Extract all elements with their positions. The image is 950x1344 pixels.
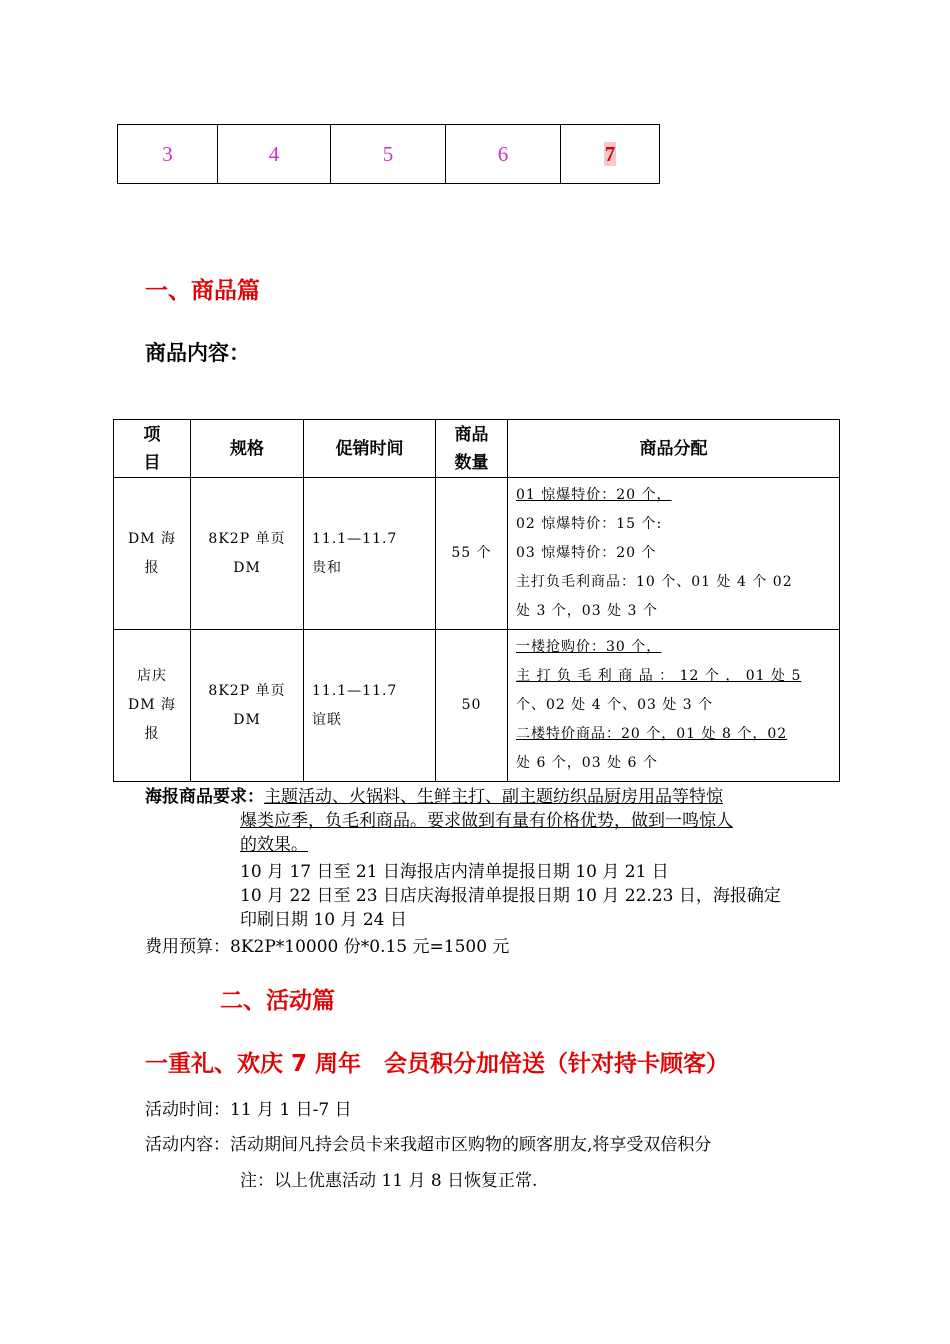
poster-date-line: 印刷日期 10 月 24 日	[240, 910, 407, 930]
alloc-line: 主 打 负 毛 利 商 品 ： 12 个 ， 01 处 5	[516, 668, 802, 684]
poster-req-text: 的效果。	[240, 835, 308, 855]
activity-note: 注：以上优惠活动 11 月 8 日恢复正常.	[240, 1171, 538, 1191]
number-cell: 3	[118, 125, 218, 184]
alloc-line: 01 惊爆特价：20 个，	[516, 487, 672, 503]
poster-req-text: 爆类应季，负毛利商品。要求做到有量有价格优势，做到一鸣惊人	[240, 811, 733, 831]
alloc-line: 一楼抢购价：30 个，	[516, 639, 662, 655]
alloc-line: 处 3 个，03 处 3 个	[516, 603, 658, 619]
header-spec: 规格	[191, 420, 304, 478]
alloc-line: 主打负毛利商品：10 个、01 处 4 个 02	[516, 574, 793, 590]
table-row	[114, 478, 840, 630]
header-time: 促销时间	[304, 420, 436, 478]
cell-item: DM 海 报	[114, 478, 191, 630]
activity-content: 活动内容：活动期间凡持会员卡来我超市区购物的顾客朋友,将享受双倍积分	[145, 1135, 712, 1155]
budget-line: 费用预算：8K2P*10000 份*0.15 元=1500 元	[145, 937, 510, 957]
cell-time: 11.1—11.7 贵和	[304, 478, 436, 630]
alloc-line: 03 惊爆特价：20 个	[516, 545, 657, 561]
number-cell-highlight: 7	[561, 125, 660, 184]
cell-qty: 50	[436, 630, 508, 782]
alloc-line: 处 6 个，03 处 6 个	[516, 755, 658, 771]
number-strip-table	[117, 124, 660, 184]
number-cell: 6	[446, 125, 561, 184]
cell-alloc	[508, 630, 840, 782]
number-cell: 4	[218, 125, 331, 184]
poster-date-line: 10 月 17 日至 21 日海报店内清单提报日期 10 月 21 日	[240, 862, 669, 882]
header-qty: 商品 数量	[436, 420, 508, 478]
table-row	[114, 630, 840, 782]
poster-req-line	[145, 785, 723, 809]
cell-item: 店庆 DM 海 报	[114, 630, 191, 782]
alloc-line: 个、02 处 4 个、03 处 3 个	[516, 697, 714, 713]
activity-time: 活动时间：11 月 1 日-7 日	[145, 1100, 352, 1120]
alloc-line: 二楼特价商品：20 个，01 处 8 个，02	[516, 726, 788, 742]
cell-time: 11.1—11.7 谊联	[304, 630, 436, 782]
alloc-line: 02 惊爆特价：15 个:	[516, 516, 663, 532]
poster-req-text: 主题活动、火锅料、生鲜主打、副主题纺织品厨房用品等特惊	[264, 787, 723, 807]
poster-date-line: 10 月 22 日至 23 日店庆海报清单提报日期 10 月 22.23 日，海报确定	[240, 886, 781, 906]
poster-req-label: 海报商品要求：	[145, 787, 264, 807]
gift-title: 一重礼、欢庆 7 周年 会员积分加倍送（针对持卡顾客）	[145, 1051, 730, 1077]
section2-title: 二、活动篇	[220, 988, 335, 1014]
cell-alloc	[508, 478, 840, 630]
header-alloc: 商品分配	[508, 420, 840, 478]
number-cell: 5	[331, 125, 446, 184]
product-table	[113, 419, 840, 782]
table-header-row	[114, 420, 840, 478]
cell-spec: 8K2P 单页 DM	[191, 630, 304, 782]
cell-qty: 55 个	[436, 478, 508, 630]
cell-spec: 8K2P 单页 DM	[191, 478, 304, 630]
header-item: 项 目	[114, 420, 191, 478]
section1-title: 一、商品篇	[145, 278, 260, 304]
section1-subtitle: 商品内容：	[145, 341, 250, 365]
